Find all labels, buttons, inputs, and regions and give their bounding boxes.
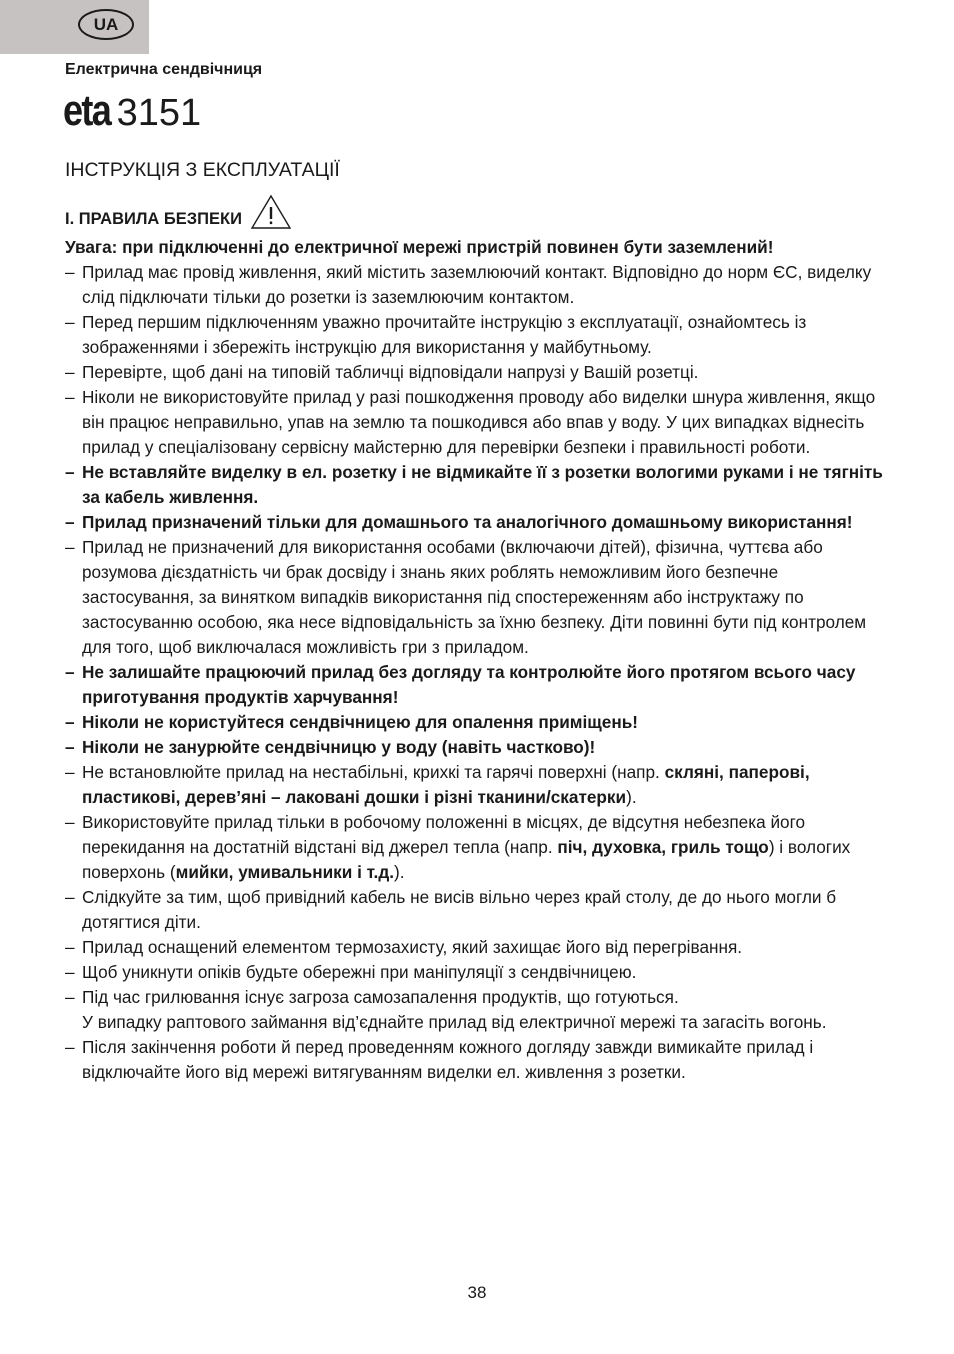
rule-text: Перевірте, щоб дані на типовій табличці відповідали напрузі у Вашій розетці.: [82, 362, 699, 382]
rule-text: [82, 760, 895, 810]
rule-text: Перед першим підключенням уважно прочитайте інструкцію з експлуатації, ознайомтесь із зображеннями і збережіть інструкцію для використання у майбутньому.: [82, 312, 807, 357]
bullet-dash: –: [65, 937, 75, 957]
brand-logo: eta: [63, 86, 111, 135]
rule-item: [65, 810, 895, 885]
language-badge: UA: [78, 9, 134, 40]
rule-item: [65, 260, 895, 310]
bullet-dash: –: [65, 812, 75, 832]
rule-text: Прилад призначений тільки для домашнього та аналогічного домашньому використання!: [82, 512, 853, 532]
rule-item: [65, 385, 895, 460]
bullet-dash: –: [65, 462, 75, 482]
warning-triangle-icon: [250, 194, 292, 230]
bullet-dash: –: [65, 262, 75, 282]
brand-line: [63, 86, 201, 136]
section-heading: [65, 194, 292, 231]
rule-item: [65, 985, 895, 1035]
page-number: 38: [467, 1283, 487, 1302]
safety-rules: [65, 235, 895, 1085]
rule-text: Ніколи не використовуйте прилад у разі пошкодження проводу або виделки шнура живлення, якщо він працює неправильно, упав на землю та пошкодився або впав у воду. У цих випадках віднесіть прилад у спеціалізовану сервісну майстерню для перевірки безпеки і правильності роботи.: [82, 387, 876, 457]
bullet-dash: –: [65, 387, 75, 407]
rule-item: [65, 760, 895, 810]
bullet-dash: –: [65, 762, 75, 782]
rule-text: Щоб уникнути опіків будьте обережні при маніпуляції з сендвічницею.: [82, 962, 637, 982]
rule-text-part: ).: [394, 862, 405, 882]
rule-item: [65, 960, 895, 985]
rule-text: Прилад оснащений елементом термозахисту, який захищає його від перегрівання.: [82, 937, 743, 957]
bullet-dash: –: [65, 362, 75, 382]
bullet-dash: –: [65, 537, 75, 557]
rule-text: Не залишайте працюючий прилад без догляду та контролюйте його протягом всього часу приготування продуктів харчування!: [82, 662, 856, 707]
rule-text-bold: піч, духовка, гриль тощо: [557, 837, 769, 857]
rule-text: [82, 810, 895, 885]
rule-item: [65, 1035, 895, 1085]
rule-item: [65, 735, 895, 760]
rule-text: Після закінчення роботи й перед проведенням кожного догляду завжди вимикайте прилад і відключайте його від мережі витягуванням виделки ел. живлення з розетки.: [82, 1037, 814, 1082]
model-number: 3151: [116, 92, 202, 134]
rule-item: [65, 935, 895, 960]
rule-item: [65, 310, 895, 360]
language-tab: [0, 0, 149, 54]
grounding-warning: Увага: при підключенні до електричної мережі пристрій повинен бути заземлений!: [65, 237, 774, 257]
rule-text: Ніколи не занурюйте сендвічницю у воду (навіть частково)!: [82, 737, 596, 757]
rule-text-part: ) і вологих поверхонь (: [82, 837, 851, 882]
bullet-dash: –: [65, 1037, 75, 1057]
bullet-dash: –: [65, 512, 75, 532]
rules-list: [65, 260, 895, 1085]
bullet-dash: –: [65, 987, 75, 1007]
section-heading-text: I. ПРАВИЛА БЕЗПЕКИ: [65, 210, 242, 228]
rule-text: Прилад не призначений для використання особами (включаючи дітей), фізична, чуттєва або розумова дієздатність чи брак досвіду і знань яких роблять неможливим його безпечне застосування, за винятком випадків використання під спостереженням або інструктажу по застосуванню особою, яка несе відповідальність за їхню безпеку. Діти повинні бути під контролем для того, щоб виключалася можливість гри з приладом.: [82, 537, 867, 657]
bullet-dash: –: [65, 737, 75, 757]
rule-text: Прилад має провід живлення, який містить заземлюючий контакт. Відповідно до норм ЄС, виделку слід підключати тільки до розетки із заземлюючим контактом.: [82, 262, 872, 307]
bullet-dash: –: [65, 962, 75, 982]
rule-item: [65, 535, 895, 660]
rule-text: Слідкуйте за тим, щоб привідний кабель не висів вільно через край столу, де до нього могли б дотягтися діти.: [82, 887, 837, 932]
rule-text: Не вставляйте виделку в ел. розетку і не відмикайте її з розетки вологими руками і не тягніть за кабель живлення.: [82, 462, 883, 507]
rule-text: Під час грилювання існує загроза самозапалення продуктів, що готуються. У випадку раптового займання від’єднайте прилад від електричної мережі та загасіть вогонь.: [82, 987, 827, 1032]
rule-text-bold: скляні, паперові, пластикові, дерев’яні – лаковані дошки і різні тканини/скатерки: [82, 762, 810, 807]
bullet-dash: –: [65, 312, 75, 332]
rule-item: [65, 510, 895, 535]
bullet-dash: –: [65, 662, 75, 682]
rule-item: [65, 710, 895, 735]
rule-text-part: Не встановлюйте прилад на нестабільні, крихкі та гарячі поверхні (напр.: [82, 762, 665, 782]
rule-item: [65, 460, 895, 510]
product-type: Електрична сендвічниця: [65, 61, 263, 78]
rule-text-bold: мийки, умивальники і т.д.: [175, 862, 395, 882]
rule-text-part: ).: [626, 787, 637, 807]
rule-text: Ніколи не користуйтеся сендвічницею для опалення приміщень!: [82, 712, 638, 732]
rule-text-part: Використовуйте прилад тільки в робочому положенні в місцях, де відсутня небезпека його перекидання на достатній відстані від джерел тепла (напр.: [82, 812, 806, 857]
bullet-dash: –: [65, 887, 75, 907]
rule-item: [65, 885, 895, 935]
bullet-dash: –: [65, 712, 75, 732]
rule-item: [65, 660, 895, 710]
document-title: ІНСТРУКЦІЯ З ЕКСПЛУАТАЦІЇ: [65, 159, 340, 181]
rule-item: [65, 360, 895, 385]
